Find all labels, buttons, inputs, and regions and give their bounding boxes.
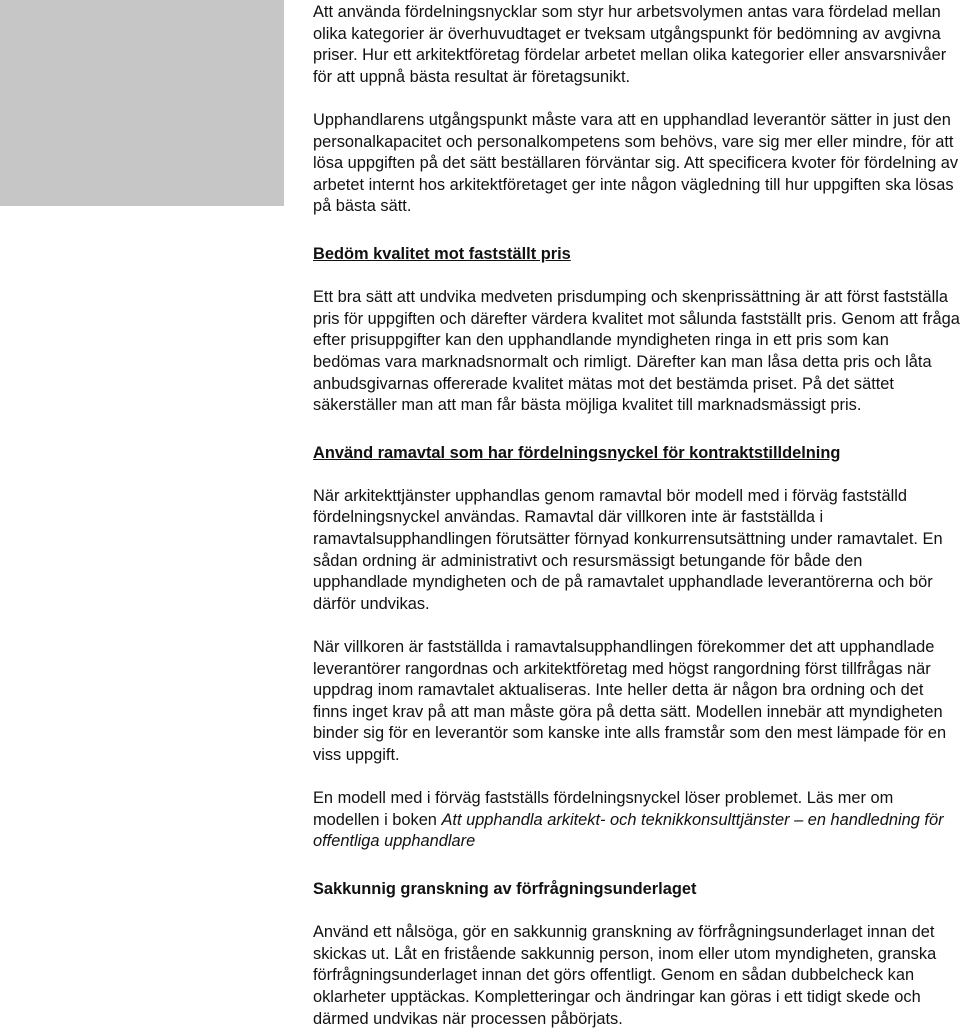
heading-quality-vs-price: Bedöm kvalitet mot fastställt pris	[313, 244, 571, 263]
paragraph-procurer-starting-point: Upphandlarens utgångspunkt måste vara att en upphandlad leverantör sätter in just den personalkapacitet och personalkompetens som behövs, vare sig mer eller mindre, för att lösa uppgiften på det sätt beställaren förväntar sig. Att specificera kvoter för fördelning av arbetet internt hos arkitektföretaget ger inte någon vägledning till hur uppgiften ska lösas på bästa sätt.	[313, 110, 959, 216]
paragraph-framework-key: När arkitekttjänster upphandlas genom ramavtal bör modell med i förväg fastställd fördelningsnyckel användas. Ramavtal där villkoren inte är fastställda i ramavtalsupphandlingen förutsätter förnyad konkurrensutsättning under ramavtalet. En sådan ordning är administrativt och resursmässigt betungande för både den upphandlade myndigheten och de på ramavtalet upphandlade leverantörerna och bör därför undvikas.	[313, 486, 943, 613]
heading-framework-agreement: Använd ramavtal som har fördelningsnyckel för kontraktstilldelning	[313, 443, 841, 462]
heading-expert-review: Sakkunnig granskning av förfrågningsunderlaget	[313, 879, 697, 898]
gray-margin-block	[0, 0, 284, 206]
paragraph-price-evaluation: Att använda fördelningsnycklar som styr hur arbetsvolymen antas vara fördelad mellan olika kategorier är överhuvudtaget er tveksam utgångspunkt för bedömning av avgivna priser. Hur ett arkitektföretag fördelar arbetet mellan olika kategorier eller ansvarsnivåer för att uppnå bästa resultat är företagsunikt.	[313, 3, 947, 86]
book-title: Att upphandla arkitekt- och teknikkonsulttjänster – en handledning för offentliga upphandlare	[313, 810, 944, 851]
book-reference-text: En modell med i förväg fastställs fördelningsnyckel löser problemet. Läs mer om modellen i boken	[313, 789, 894, 829]
paragraph-book-reference	[313, 788, 960, 853]
paragraph-expert-review: Använd ett nålsöga, gör en sakkunnig granskning av förfrågningsunderlaget innan det skickas ut. Låt en fristående sakkunnig person, inom eller utom myndigheten, granska förfrågningsunderlaget innan det görs offentligt. Genom en sådan dubbelcheck kan oklarheter upptäckas. Kompletteringar och ändringar kan göras i ett tidigt skede och därmed undvikas när processen påbörjats.	[313, 923, 937, 1028]
paragraph-quality-vs-price: Ett bra sätt att undvika medveten prisdumping och skenprissättning är att först fastställa pris för uppgiften och därefter värdera kvalitet mot sålunda fastställt pris. Genom att fråga efter prisuppgifter kan den upphandlande myndigheten ringa in ett pris som kan bedömas vara marknadsnormalt och rimligt. Därefter kan man låsa detta pris och låta anbudsgivarnas offererade kvalitet mätas mot det bestämda priset. På det sättet säkerställer man att man får bästa möjliga kvalitet till marknadsmässigt pris.	[313, 288, 960, 415]
document-body	[313, 2, 960, 1030]
paragraph-ranking-model: När villkoren är fastställda i ramavtalsupphandlingen förekommer det att upphandlade leverantörer rangordnas och arkitektföretag med högst rangordning först tillfrågas när uppdrag inom ramavtalet aktualiseras. Inte heller detta är någon bra ordning och det finns inget krav på att man måste göra på detta sätt. Modellen innebär att myndigheten binder sig för en leverantör som kanske inte alls framstår som den mest lämpade för en viss uppgift.	[313, 638, 947, 764]
